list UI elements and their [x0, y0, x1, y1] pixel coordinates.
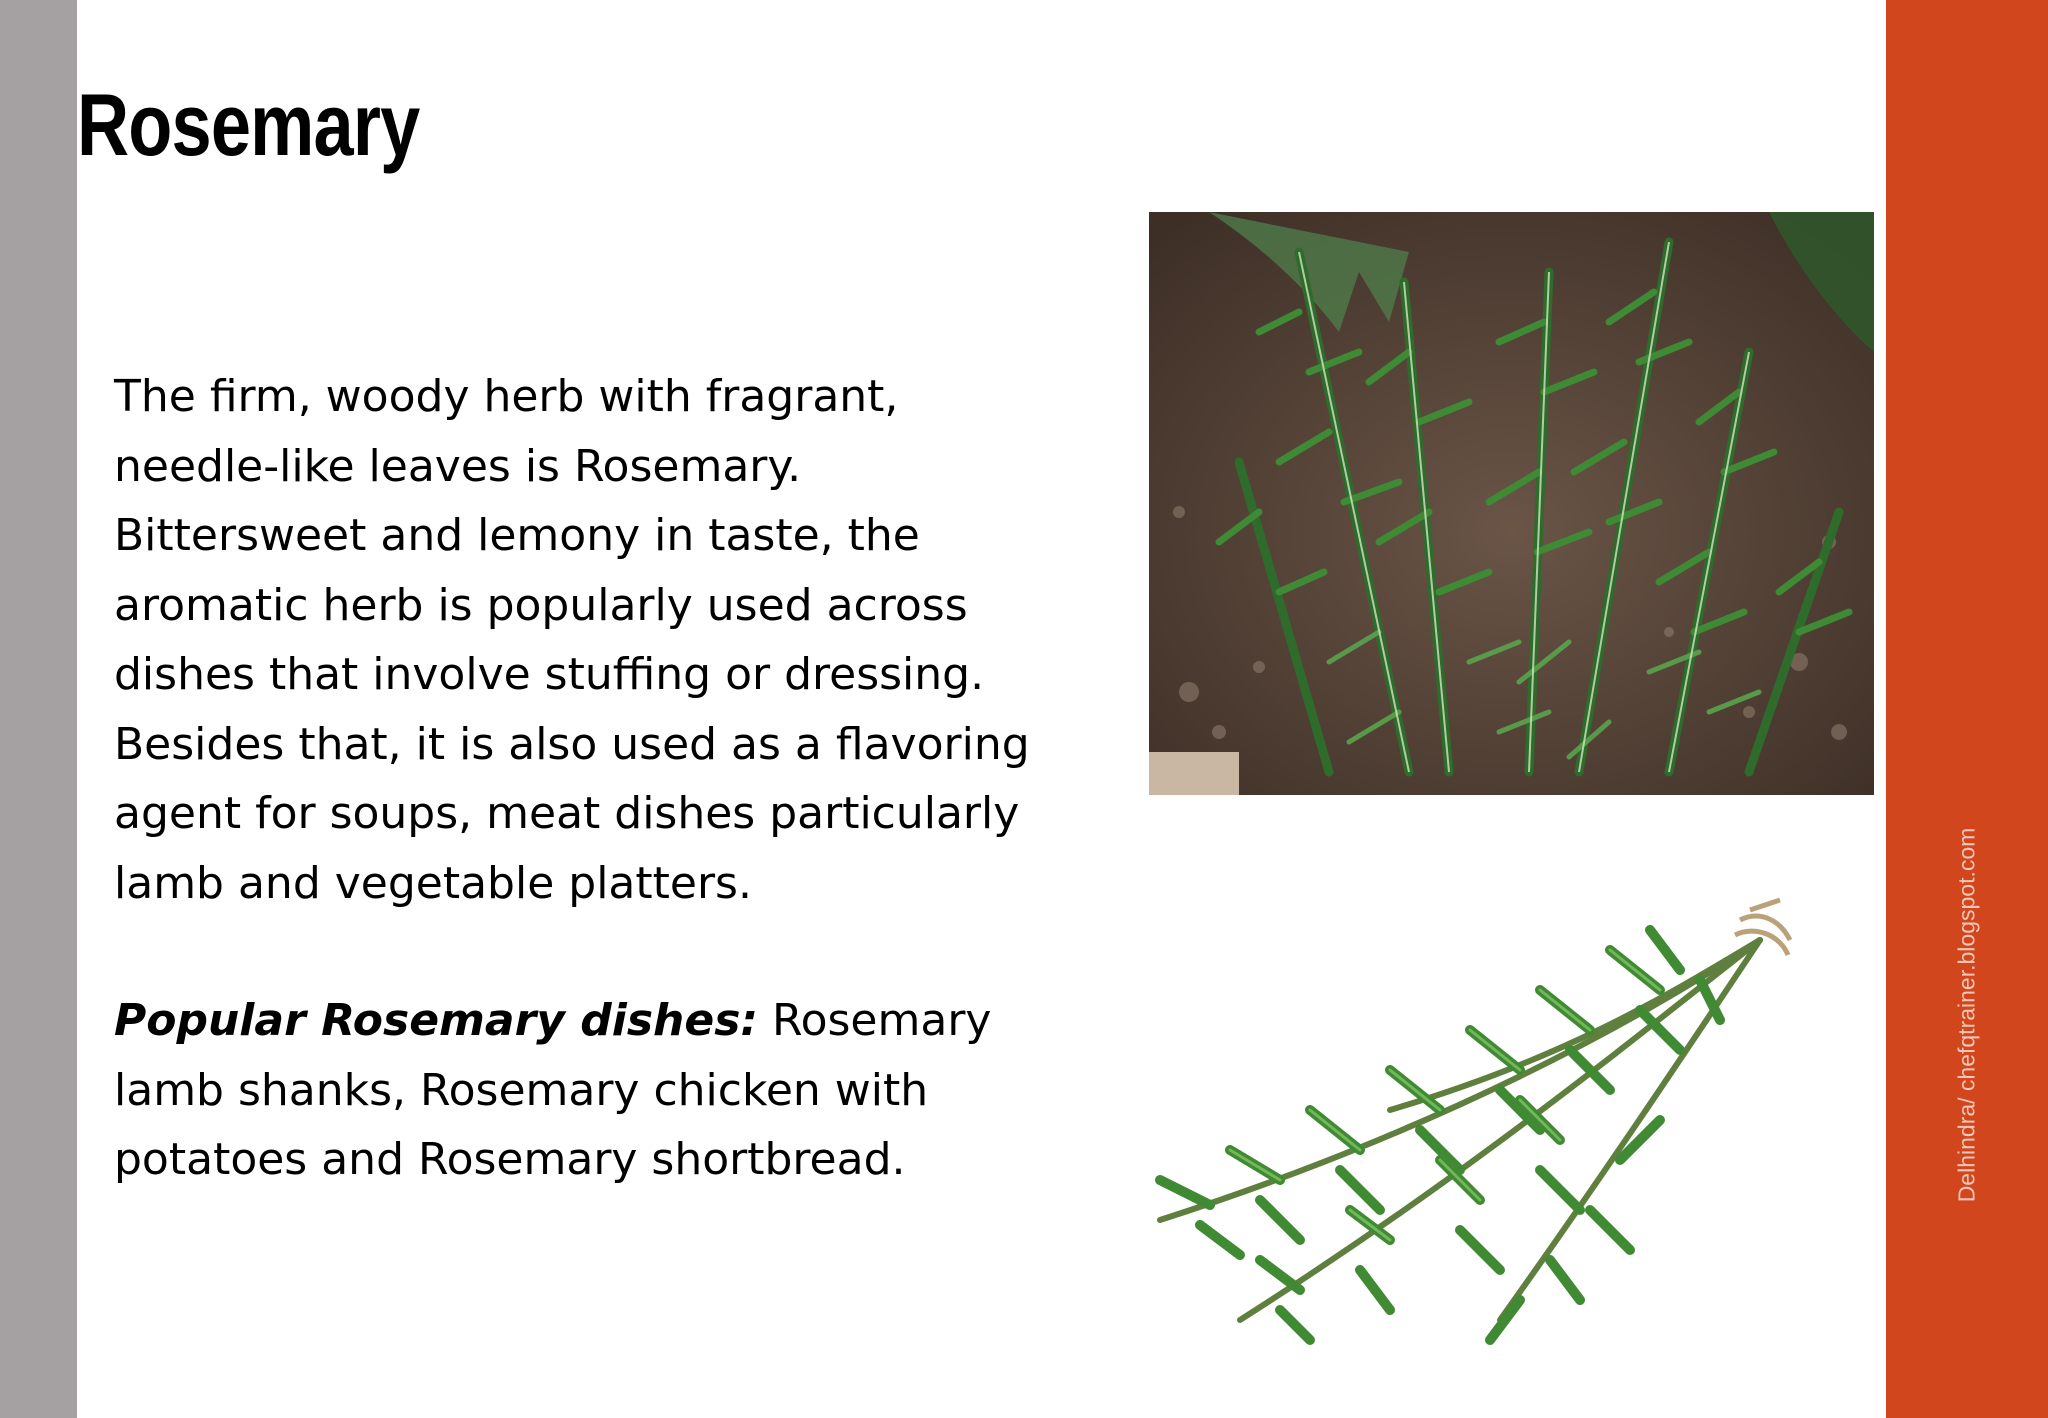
- sprig-photo-icon: [1140, 880, 1860, 1360]
- watermark-text: Delhindra/ chefqtrainer.blogspot.com: [1953, 827, 1980, 1203]
- plant-photo-icon: [1149, 212, 1874, 795]
- popular-dishes: [114, 986, 1084, 1195]
- slide-title: Rosemary: [77, 75, 420, 174]
- rosemary-sprig-photo: [1140, 880, 1860, 1360]
- description-text: The firm, woody herb with fragrant, needle-like leaves is Rosemary. Bittersweet and lemony in taste, the aromatic herb is popularly used across dishes that involve stuffing or dressing. Besides that, it is also used as a flavoring agent for soups, meat dishes particularly lamb and vegetable platters.: [114, 371, 1030, 909]
- rosemary-plant-photo: [1149, 212, 1874, 795]
- dishes-label: Popular Rosemary dishes:: [114, 995, 758, 1046]
- right-accent-bar: [1886, 0, 2048, 1418]
- dishes-list: Rosemary lamb shanks, Rosemary chicken with potatoes and Rosemary shortbread.: [114, 995, 992, 1185]
- left-accent-bar: [0, 0, 77, 1418]
